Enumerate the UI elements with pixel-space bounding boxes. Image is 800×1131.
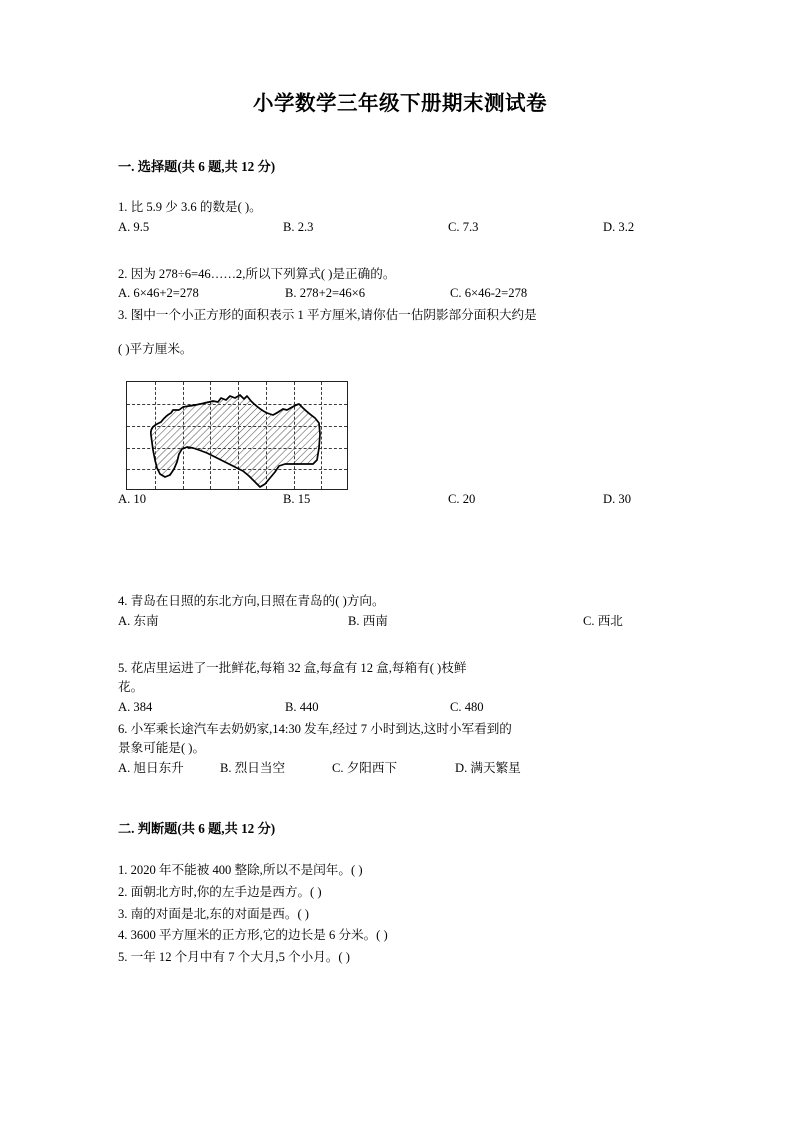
figure-container [80,359,720,490]
option-4-c[interactable]: C. 西北 [583,613,623,628]
option-3-b[interactable]: B. 15 [283,492,311,507]
option-6-a[interactable]: A. 旭日东升 [118,760,184,775]
question-5 [80,645,720,698]
truefalse-item-2[interactable]: 2. 面朝北方时,你的左手边是西方。( ) [118,884,322,899]
area-estimation-grid [126,381,348,490]
question-5-text-line2: 花。 [118,680,144,695]
option-4-b[interactable]: B. 西南 [348,613,388,628]
option-2-c[interactable]: C. 6×46-2=278 [450,286,528,301]
question-1-text: 1. 比 5.9 少 3.6 的数是( )。 [118,200,262,215]
question-6-options [80,759,720,792]
section-heading-choice: 一. 选择题(共 6 题,共 12 分) [118,158,276,174]
option-1-c[interactable]: C. 7.3 [448,219,479,234]
question-1 [80,176,720,218]
option-6-b[interactable]: B. 烈日当空 [220,760,286,775]
option-5-c[interactable]: C. 480 [450,699,484,714]
option-1-d[interactable]: D. 3.2 [603,219,635,234]
section-heading-truefalse: 二. 判断题(共 6 题,共 12 分) [118,820,276,836]
shaded-region-shape [127,382,349,491]
option-1-a[interactable]: A. 9.5 [118,219,150,234]
option-6-d[interactable]: D. 满天繁星 [455,760,521,775]
option-2-b[interactable]: B. 278+2=46×6 [285,286,366,301]
option-2-a[interactable]: A. 6×46+2=278 [118,286,199,301]
option-3-a[interactable]: A. 10 [118,492,146,507]
option-1-b[interactable]: B. 2.3 [283,219,314,234]
question-4-options [80,612,720,645]
option-3-d[interactable]: D. 30 [603,492,631,507]
question-4-text: 4. 青岛在日照的东北方向,日照在青岛的( )方向。 [118,594,385,609]
question-6-text-line2: 景象可能是( )。 [118,741,206,756]
question-4 [80,542,720,612]
question-2-text: 2. 因为 278÷6=46……2,所以下列算式( )是正确的。 [118,266,396,281]
option-5-b[interactable]: B. 440 [285,699,319,714]
question-5-options [80,698,720,718]
option-3-c[interactable]: C. 20 [448,492,476,507]
question-6 [80,718,720,759]
truefalse-item-3[interactable]: 3. 南的对面是北,东的对面是西。( ) [118,906,309,921]
question-2 [80,251,720,285]
option-6-c[interactable]: C. 夕阳西下 [332,760,398,775]
question-3-line2 [80,326,720,360]
option-4-a[interactable]: A. 东南 [118,613,159,628]
truefalse-item-1[interactable]: 1. 2020 年不能被 400 整除,所以不是闰年。( ) [118,863,363,878]
truefalse-list [80,838,720,968]
truefalse-item-5[interactable]: 5. 一年 12 个月中有 7 个大月,5 个小月。( ) [118,949,350,964]
question-2-options [80,284,720,304]
truefalse-item-4[interactable]: 4. 3600 平方厘米的正方形,它的边长是 6 分米。( ) [118,928,388,943]
question-1-options [80,218,720,251]
question-5-text-line1: 5. 花店里运进了一批鲜花,每箱 32 盒,每盒有 12 盒,每箱有( )枝鲜 [118,660,467,675]
question-3-options [80,490,720,542]
question-6-text-line1: 6. 小军乘长途汽车去奶奶家,14:30 发车,经过 7 小时到达,这时小军看到的 [118,721,512,736]
option-5-a[interactable]: A. 384 [118,699,153,714]
question-3-text-line2: ( )平方厘米。 [118,341,193,356]
question-3-text-line1: 3. 图中一个小正方形的面积表示 1 平方厘米,请你估一估阴影部分面积大约是 [118,308,537,323]
question-3 [80,304,720,326]
page-title: 小学数学三年级下册期末测试卷 [253,93,547,115]
